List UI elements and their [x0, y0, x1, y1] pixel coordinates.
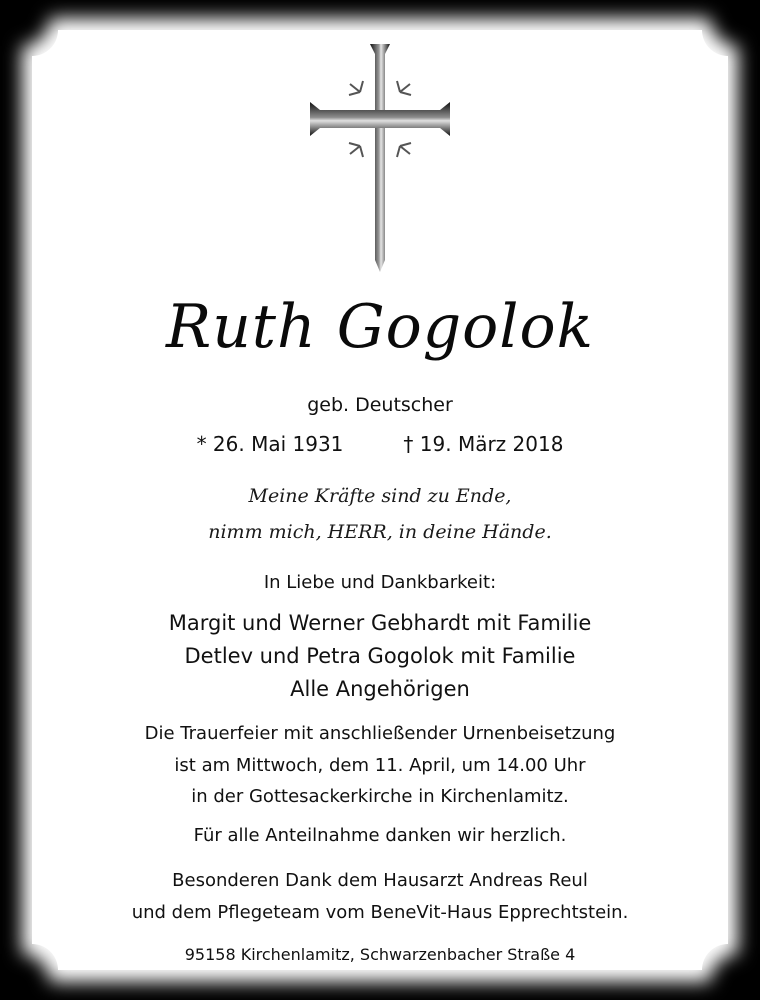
- thanks-intro: In Liebe und Dankbarkeit:: [263, 572, 497, 593]
- birth-name: geb. Deutscher: [307, 394, 453, 416]
- ceremony-line: ist am Mittwoch, dem 11. April, um 14.00 Uhr: [174, 755, 586, 776]
- deceased-name: Ruth Gogolok: [166, 292, 594, 362]
- life-dates: [40, 432, 720, 456]
- cross-icon: [300, 40, 460, 275]
- gratitude-line: Für alle Anteilnahme danken wir herzlich.: [193, 825, 567, 846]
- verse-line: Meine Kräfte sind zu Ende,: [248, 485, 512, 507]
- ceremony-line: in der Gottesackerkirche in Kirchenlamitz.: [191, 786, 569, 807]
- special-thanks-line: Besonderen Dank dem Hausarzt Andreas Reul: [172, 870, 588, 891]
- verse-line: nimm mich, HERR, in deine Hände.: [208, 521, 552, 543]
- mourner-line: Margit und Werner Gebhardt mit Familie: [168, 611, 592, 635]
- birth-date: * 26. Mai 1931: [196, 432, 344, 456]
- address: 95158 Kirchenlamitz, Schwarzenbacher Straße 4: [184, 945, 576, 964]
- mourner-line: Detlev und Petra Gogolok mit Familie: [184, 644, 576, 668]
- mourner-line: Alle Angehörigen: [290, 677, 470, 701]
- special-thanks-line: und dem Pflegeteam vom BeneVit-Haus Epprechtstein.: [131, 902, 629, 923]
- ceremony-line: Die Trauerfeier mit anschließender Urnenbeisetzung: [144, 723, 616, 744]
- death-date: † 19. März 2018: [403, 432, 564, 456]
